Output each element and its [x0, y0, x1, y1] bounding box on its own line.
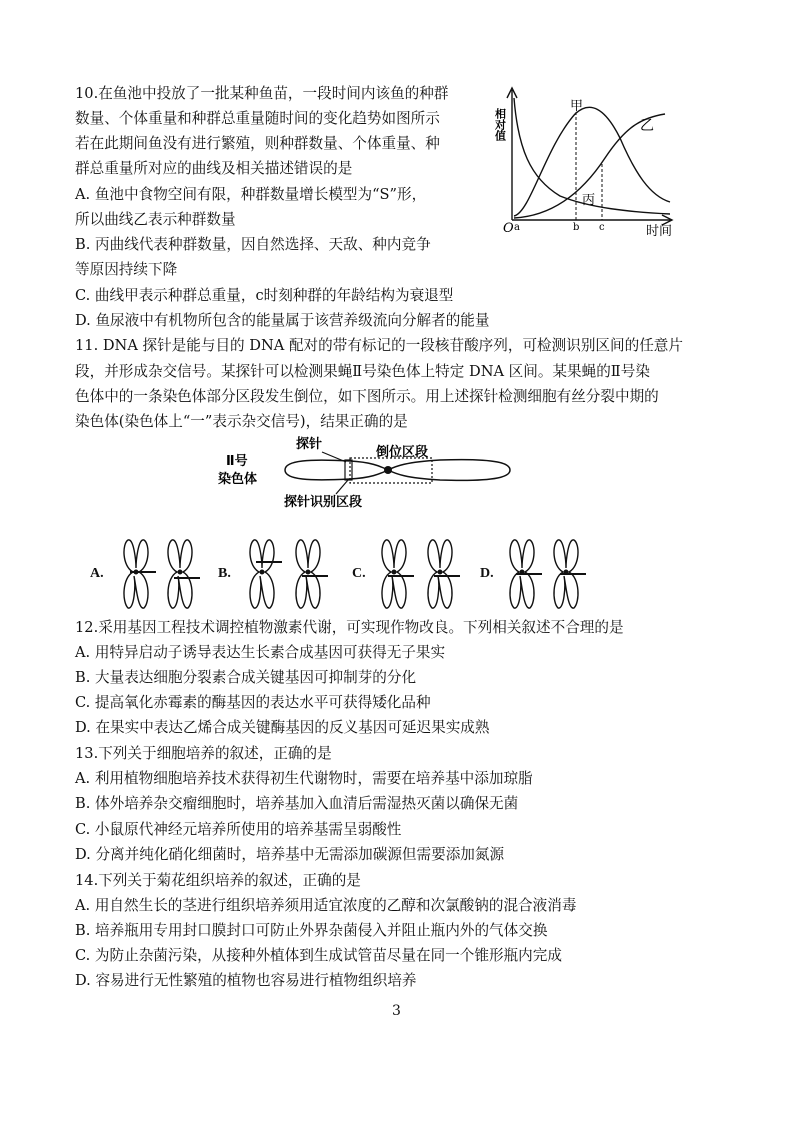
q11-option-a-label: A. — [90, 566, 104, 581]
label-jia: 甲 — [570, 99, 584, 114]
chart-origin: O — [503, 221, 514, 236]
q11-chromosome-diagram — [210, 432, 530, 512]
q14-option-a: A. 用自然生长的茎进行组织培养须用适宜浓度的乙醇和次氯酸钠的混合液消毒 — [75, 897, 577, 914]
chromosome — [285, 460, 510, 481]
q11-line: 11. DNA 探针是能与目的 DNA 配对的带有标记的一段核苷酸序列，可检测识别区间的任意片 — [75, 337, 683, 354]
q10-line: 若在此期间鱼没有进行繁殖，则种群数量、个体重量、种 — [75, 135, 440, 152]
chrom-label-2: 染色体 — [218, 472, 258, 487]
q11-option-b-label: B. — [218, 566, 231, 581]
q12-option-c: C. 提高氧化赤霉素的酶基因的表达水平可获得矮化品种 — [75, 694, 431, 711]
q12-option-d: D. 在果实中表达乙烯合成关键酶基因的反义基因可延迟果实成熟 — [75, 719, 490, 736]
q11-line: 色体中的一条染色体部分区段发生倒位，如下图所示。用上述探针检测细胞有丝分裂中期的 — [75, 388, 659, 405]
label-bing: 丙 — [582, 193, 596, 208]
q10-option-a: A. 鱼池中食物空间有限，种群数量增长模型为“S”形， — [75, 186, 427, 203]
q10-line: 等原因持续下降 — [75, 261, 178, 278]
q14-option-c: C. 为防止杂菌污染，从接种外植体到生成试管苗尽量在同一个锥形瓶内完成 — [75, 947, 562, 964]
q13-option-c: C. 小鼠原代神经元培养所使用的培养基需呈弱酸性 — [75, 821, 402, 838]
tick-c: c — [599, 222, 605, 233]
tick-a: a — [514, 222, 520, 233]
chart-ylabel: 相对值 — [493, 108, 507, 141]
q13-option-b: B. 体外培养杂交瘤细胞时，培养基加入血清后需湿热灭菌以确保无菌 — [75, 795, 519, 812]
page-number: 3 — [392, 1003, 401, 1019]
q10-line: 10.在鱼池中投放了一批某种鱼苗，一段时间内该鱼的种群 — [75, 85, 449, 102]
q11-options-figure — [110, 534, 590, 614]
probe-region-label: 探针识别区段 — [284, 495, 363, 510]
q14-stem: 14.下列关于菊花组织培养的叙述，正确的是 — [75, 872, 361, 889]
probe-region-box — [345, 460, 352, 480]
probe-label: 探针 — [296, 437, 323, 452]
q10-population-chart — [490, 78, 690, 238]
q10-option-d: D. 鱼尿液中有机物所包含的能量属于该营养级流向分解者的能量 — [75, 312, 490, 329]
tick-b: b — [573, 222, 580, 233]
q14-option-d: D. 容易进行无性繁殖的植物也容易进行植物组织培养 — [75, 972, 417, 989]
label-yi: 乙 — [640, 118, 654, 134]
q12-stem: 12.采用基因工程技术调控植物激素代谢，可实现作物改良。下列相关叙述不合理的是 — [75, 619, 624, 636]
q11-option-c-label: C. — [352, 566, 366, 581]
q14-option-b: B. 培养瓶用专用封口膜封口可防止外界杂菌侵入并阻止瓶内外的气体交换 — [75, 922, 548, 939]
q10-option-c: C. 曲线甲表示种群总重量，c时刻种群的年龄结构为衰退型 — [75, 287, 454, 304]
q10-option-b: B. 丙曲线代表种群数量，因自然选择、天敌、种内竞争 — [75, 236, 431, 253]
q11-line: 段，并形成杂交信号。某探针可以检测果蝇Ⅱ号染色体上特定 DNA 区间。某果蝇的Ⅱ号染 — [75, 363, 650, 380]
chrom-label-1: Ⅱ号 — [226, 454, 248, 469]
q10-line: 群总重量所对应的曲线及相关描述错误的是 — [75, 160, 353, 177]
q13-stem: 13.下列关于细胞培养的叙述，正确的是 — [75, 745, 332, 762]
q11-option-d-label: D. — [480, 566, 494, 581]
q13-option-a: A. 利用植物细胞培养技术获得初生代谢物时，需要在培养基中添加琼脂 — [75, 770, 533, 787]
q12-option-a: A. 用特异启动子诱导表达生长素合成基因可获得无子果实 — [75, 644, 446, 661]
inversion-label: 倒位区段 — [376, 445, 429, 460]
q12-option-b: B. 大量表达细胞分裂素合成关键基因可抑制芽的分化 — [75, 669, 417, 686]
q11-line: 染色体(染色体上“一”表示杂交信号)，结果正确的是 — [75, 413, 408, 430]
chart-xlabel: 时间 — [646, 224, 673, 238]
q10-line: 所以曲线乙表示种群数量 — [75, 211, 236, 228]
q10-line: 数量、个体重量和种群总重量随时间的变化趋势如图所示 — [75, 110, 440, 127]
q13-option-d: D. 分离并纯化硝化细菌时，培养基中无需添加碳源但需要添加氮源 — [75, 846, 505, 863]
